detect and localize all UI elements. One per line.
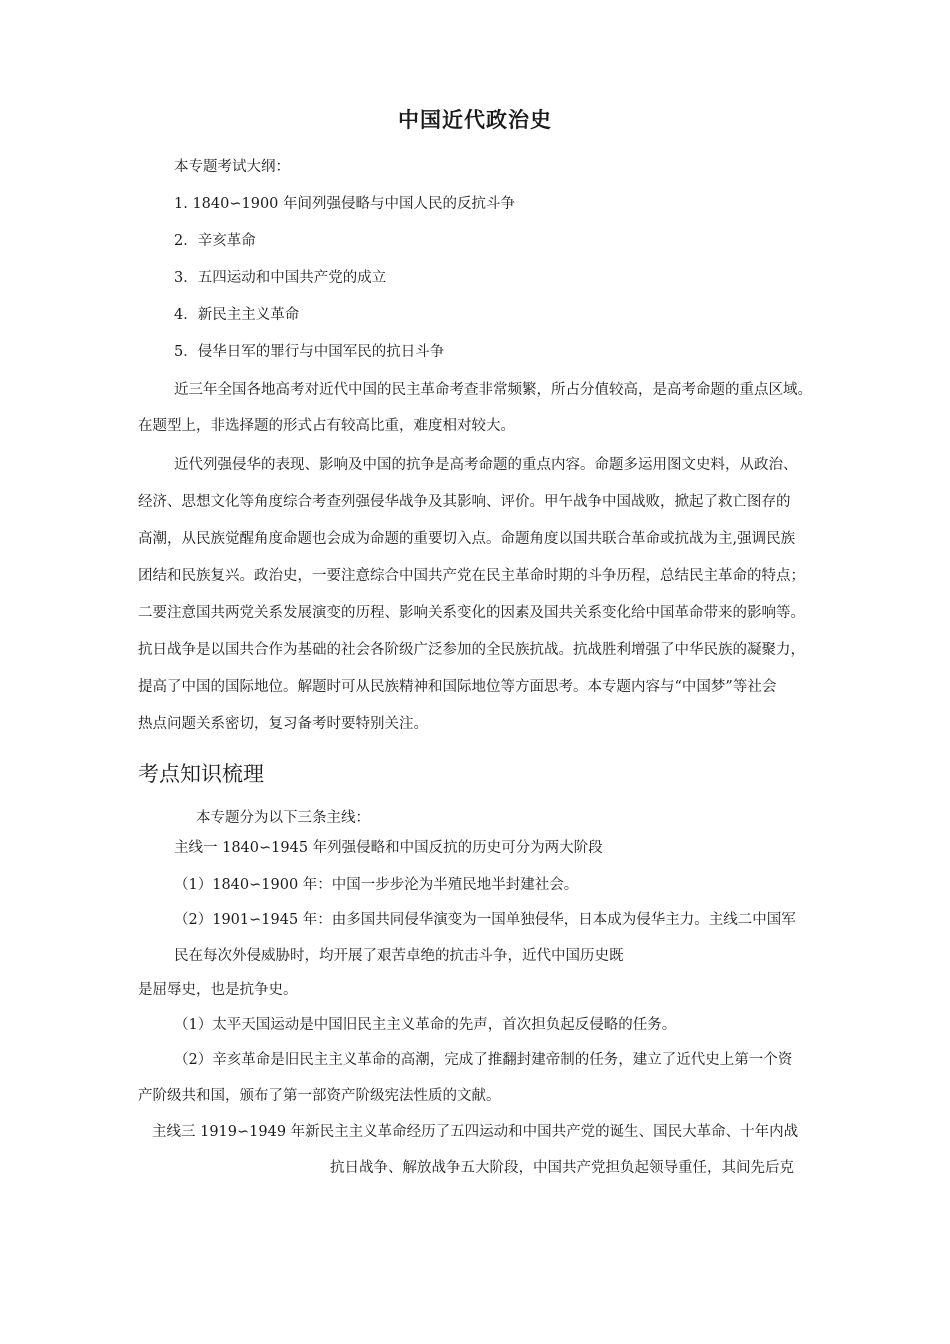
mainline-1-stage-2: （2）1901∽1945 年：由多国共同侵华演变为一国单独侵华，日本成为侵华主力。主线二中国军 bbox=[174, 912, 796, 928]
page-title: 中国近代政治史 bbox=[398, 108, 552, 132]
outline-intro: 本专题考试大纲： bbox=[174, 159, 290, 175]
para2-line-4: 团结和民族复兴。政治史，一要注意综合中国共产党在民主革命时期的斗争历程，总结民主革命的特点； bbox=[138, 568, 805, 584]
outline-item-3: 3．五四运动和中国共产党的成立 bbox=[174, 270, 387, 286]
para1-line-1: 近三年全国各地高考对近代中国的民主革命考查非常频繁，所占分值较高，是高考命题的重点区域。 bbox=[174, 382, 812, 398]
mainline-3-cont: 抗日战争、解放战争五大阶段，中国共产党担负起领导重任，其间先后克 bbox=[330, 1160, 794, 1176]
mainline-1-stage-1: （1）1840∽1900 年：中国一步步沦为半殖民地半封建社会。 bbox=[174, 877, 579, 893]
para2-line-7: 提高了中国的国际地位。解题时可从民族精神和国际地位等方面思考。本专题内容与“中国梦”等社会 bbox=[138, 679, 777, 695]
mainline-2-line-2: 是屈辱史，也是抗争史。 bbox=[138, 982, 298, 998]
outline-item-1: 1. 1840∽1900 年间列强侵略与中国人民的反抗斗争 bbox=[174, 196, 516, 212]
outline-item-5: 5．侵华日军的罪行与中国军民的抗日斗争 bbox=[174, 344, 445, 360]
para2-line-1: 近代列强侵华的表现、影响及中国的抗争是高考命题的重点内容。命题多运用图文史料，从政治、 bbox=[174, 457, 798, 473]
outline-item-4: 4．新民主主义革命 bbox=[174, 307, 300, 323]
para2-line-3: 高潮，从民族觉醒角度命题也会成为命题的重要切入点。命题角度以国共联合革命或抗战为主,强调民族 bbox=[138, 531, 796, 547]
mainline-2-point-2-cont: 产阶级共和国，颁布了第一部资产阶级宪法性质的文献。 bbox=[138, 1088, 501, 1104]
para2-line-2: 经济、思想文化等角度综合考查列强侵华战争及其影响、评价。甲午战争中国战败，掀起了救亡图存的 bbox=[138, 494, 791, 510]
section-intro: 本专题分为以下三条主线： bbox=[196, 810, 370, 826]
mainline-2-point-2: （2）辛亥革命是旧民主主义革命的高潮，完成了推翻封建帝制的任务，建立了近代史上第一个资 bbox=[174, 1052, 793, 1068]
para2-line-8: 热点问题关系密切，复习备考时要特别关注。 bbox=[138, 716, 428, 732]
mainline-1: 主线一 1840∽1945 年列强侵略和中国反抗的历史可分为两大阶段 bbox=[174, 840, 603, 856]
mainline-2-point-1: （1）太平天国运动是中国旧民主主义革命的先声，首次担负起反侵略的任务。 bbox=[174, 1017, 677, 1033]
mainline-3: 主线三 1919∽1949 年新民主主义革命经历了五四运动和中国共产党的诞生、国民大革命、十年内战 bbox=[152, 1124, 799, 1140]
mainline-2-line-1: 民在每次外侵威胁时，均开展了艰苦卓绝的抗击斗争，近代中国历史既 bbox=[174, 948, 624, 964]
section-heading: 考点知识梳理 bbox=[138, 762, 264, 786]
para2-line-5: 二要注意国共两党关系发展演变的历程、影响关系变化的因素及国共关系变化给中国革命带来的影响等。 bbox=[138, 605, 805, 621]
para2-line-6: 抗日战争是以国共合作为基础的社会各阶级广泛参加的全民族抗战。抗战胜利增强了中华民族的凝聚力， bbox=[138, 642, 805, 658]
para1-line-2: 在题型上，非选择题的形式占有较高比重，难度相对较大。 bbox=[138, 418, 515, 434]
outline-item-2: 2．辛亥革命 bbox=[174, 233, 256, 249]
